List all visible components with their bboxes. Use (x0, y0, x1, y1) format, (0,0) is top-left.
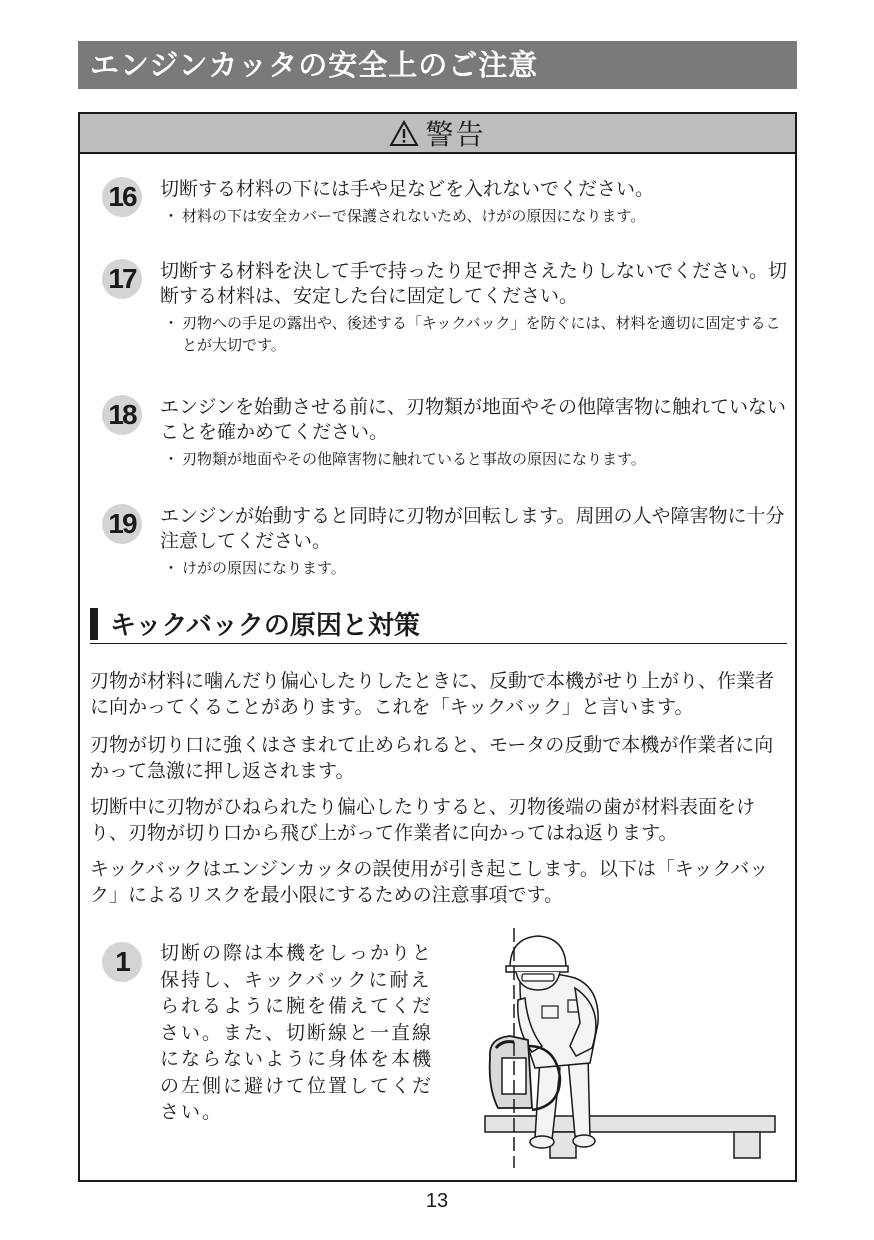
warning-title: 警告 (425, 118, 486, 151)
section-title: キックバックの原因と対策 (110, 611, 420, 641)
item-number-badge: 16 (102, 177, 142, 217)
paragraph: 刃物が材料に噛んだり偏心したりしたときに、反動で本機がせり上がり、作業者に向かってくることがあります。これを「キックバック」と言います。 (90, 670, 775, 718)
bullet: ・ (163, 450, 179, 468)
item-number-badge: 18 (102, 395, 142, 435)
item-main-text: エンジンが始動すると同時に刃物が回転します。周囲の人や障害物に十分注意してください。 (160, 505, 785, 552)
bullet: ・ (163, 314, 179, 332)
section-heading (90, 604, 787, 644)
item-sub-text (160, 312, 788, 356)
bullet: ・ (163, 559, 179, 577)
item-sub-text (160, 448, 788, 470)
warning-header (80, 114, 795, 154)
worker-cutting-illustration (480, 928, 780, 1168)
item-sub-content: 材料の下は安全カバーで保護されないため、けがの原因になります。 (182, 207, 646, 225)
item-sub-content: 刃物への手足の露出や、後述する「キックバック」を防ぐには、材料を適切に固定することが大切です。 (182, 314, 781, 354)
warning-triangle-icon (389, 120, 419, 147)
item-sub-text (160, 557, 788, 579)
warning-item (160, 177, 782, 227)
item-sub-text (160, 205, 782, 227)
section-marker (90, 608, 98, 640)
item-number-badge: 17 (102, 259, 142, 299)
item-sub-content: けがの原因になります。 (182, 559, 346, 577)
item-main-text: 切断する材料を決して手で持ったり足で押さえたりしないでください。切断する材料は、安定した台に固定してください。 (160, 260, 788, 307)
paragraph: 刃物が切り口に強くはさまれて止められると、モータの反動で本機が作業者に向かって急激に押し返されます。 (90, 734, 774, 782)
page-title: エンジンカッタの安全上のご注意 (78, 41, 797, 89)
bullet: ・ (163, 207, 179, 225)
warning-frame (78, 112, 797, 1182)
tip-text: 切断の際は本機をしっかりと保持し、キックバックに耐えられるように腕を備えてください。また、切断線と一直線にならないように身体を本機の左側に避けて位置してください。 (160, 942, 434, 1123)
item-sub-content: 刃物類が地面やその他障害物に触れていると事故の原因になります。 (182, 450, 646, 468)
paragraph: 切断中に刃物がひねられたり偏心したりすると、刃物後端の歯が材料表面をけり、刃物が切り口から飛び上がって作業者に向かってはね返ります。 (90, 796, 756, 844)
warning-item (160, 259, 788, 356)
tip-number-badge: 1 (102, 942, 142, 982)
paragraph: キックバックはエンジンカッタの誤使用が引き起こします。以下は「キックバック」によるリスクを最小限にするための注意事項です。 (90, 858, 769, 906)
item-main-text: 切断する材料の下には手や足などを入れないでください。 (160, 178, 655, 200)
item-number-badge: 19 (102, 504, 142, 544)
warning-item (160, 504, 788, 579)
item-main-text: エンジンを始動させる前に、刃物類が地面やその他障害物に触れていないことを確かめてください。 (160, 396, 787, 443)
page-number: 13 (425, 1190, 449, 1212)
warning-item (160, 395, 788, 470)
